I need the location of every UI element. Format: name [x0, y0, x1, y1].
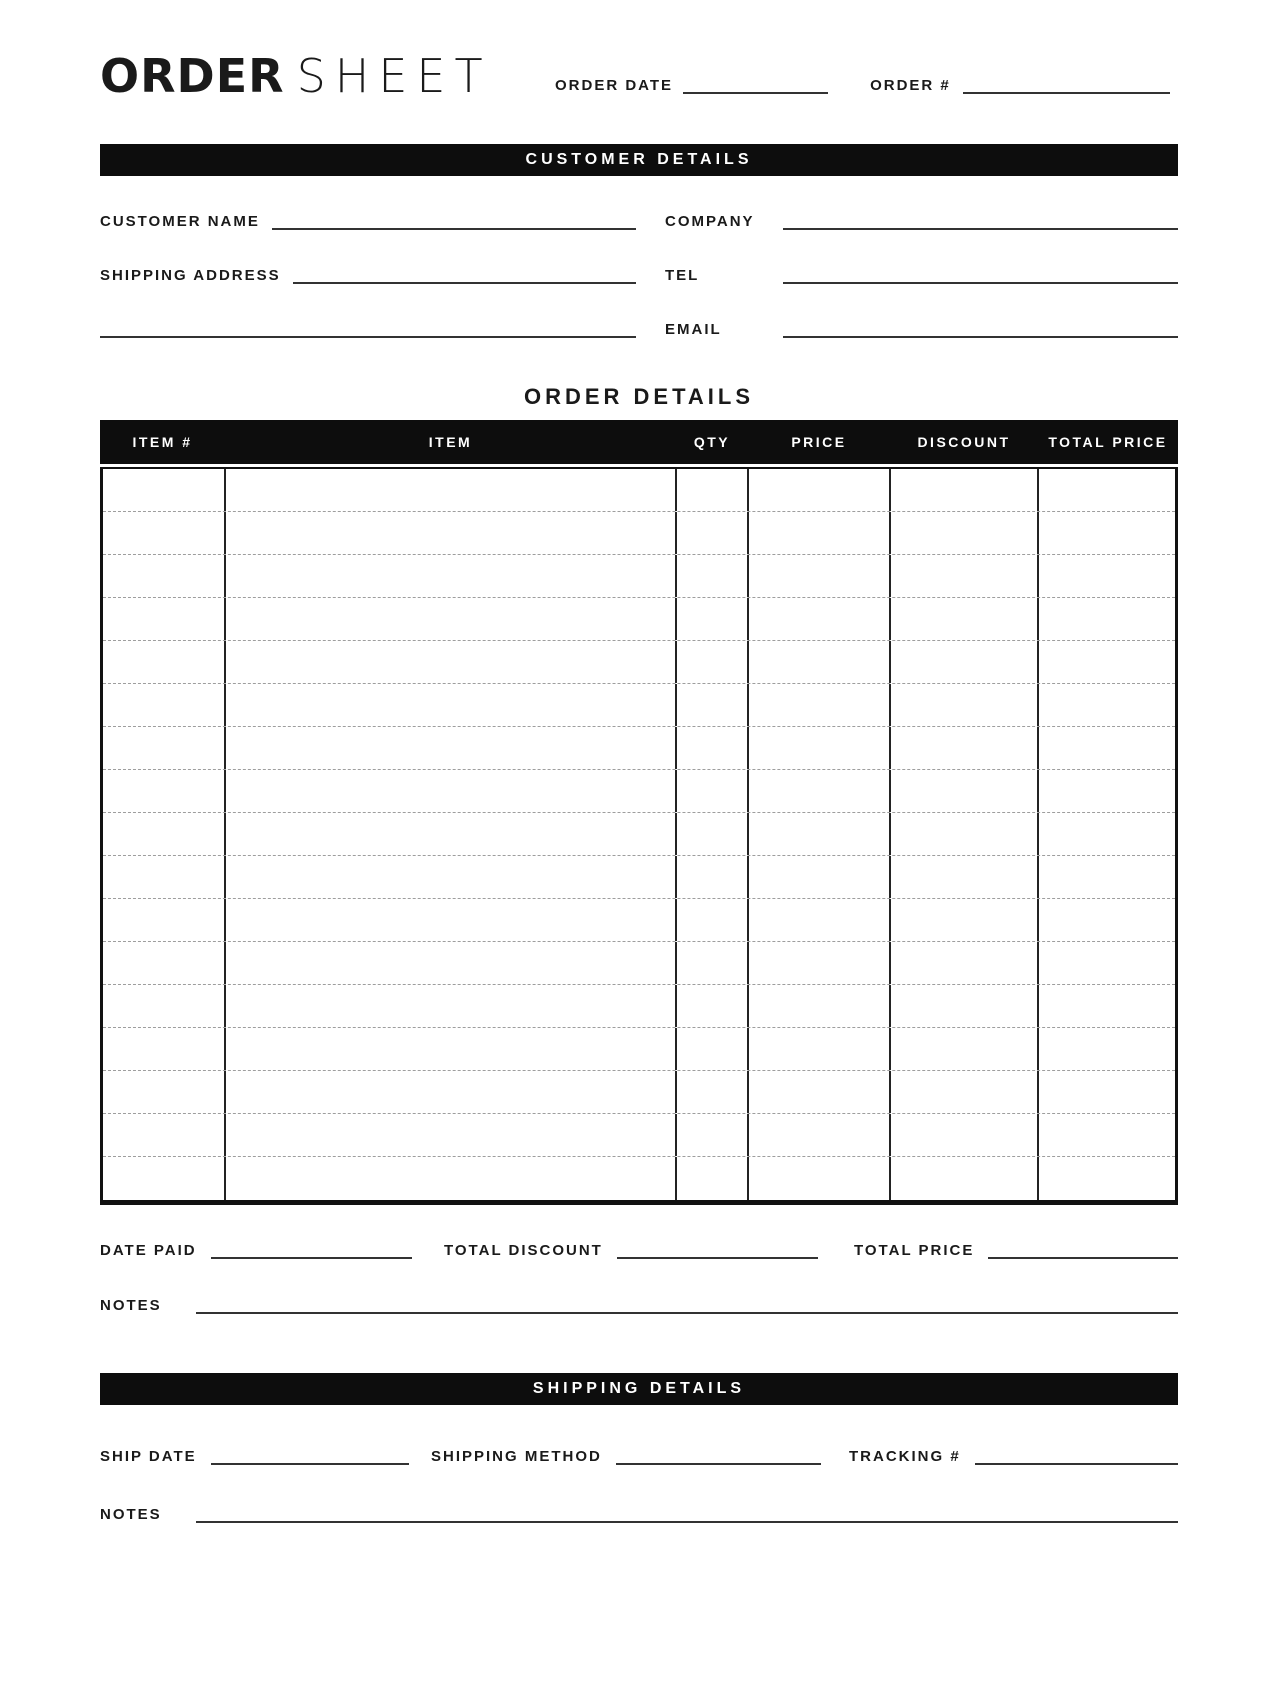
order-table-cell[interactable]	[1039, 1114, 1175, 1156]
order-table-row	[103, 684, 1175, 727]
order-table-cell[interactable]	[891, 727, 1039, 769]
order-table-row	[103, 1028, 1175, 1071]
order-table-row	[103, 1157, 1175, 1200]
order-table-cell[interactable]	[226, 985, 677, 1027]
order-table-body	[100, 467, 1178, 1205]
order-table-cell[interactable]	[1039, 813, 1175, 855]
order-table-cell[interactable]	[891, 770, 1039, 812]
order-table-cell[interactable]	[103, 985, 226, 1027]
order-notes-label: NOTES	[100, 1297, 162, 1314]
order-table-row	[103, 727, 1175, 770]
order-table-row	[103, 770, 1175, 813]
order-table-cell[interactable]	[891, 813, 1039, 855]
total-price-field[interactable]	[988, 1243, 1178, 1259]
order-table-cell[interactable]	[677, 1028, 749, 1070]
shipping-address-label: SHIPPING ADDRESS	[100, 267, 281, 284]
order-table-cell[interactable]	[103, 942, 226, 984]
shipping-method-group	[431, 1448, 821, 1465]
order-table-cell[interactable]	[891, 985, 1039, 1027]
order-table-cell[interactable]	[103, 856, 226, 898]
order-table-cell[interactable]	[677, 598, 749, 640]
shipping-notes-row	[100, 1501, 1178, 1523]
order-table-cell[interactable]	[677, 727, 749, 769]
order-number-label: ORDER #	[870, 77, 951, 94]
order-table-cell[interactable]	[1039, 469, 1175, 511]
order-table-cell[interactable]	[226, 1028, 677, 1070]
order-table-cell[interactable]	[1039, 641, 1175, 683]
shipping-address-field-line-2[interactable]	[100, 322, 636, 338]
order-table-cell[interactable]	[1039, 899, 1175, 941]
order-table-cell[interactable]	[103, 1114, 226, 1156]
shipping-address-field[interactable]	[293, 268, 636, 284]
order-table-cell[interactable]	[749, 813, 891, 855]
column-header-item-number: ITEM #	[132, 434, 193, 450]
customer-details-header	[100, 144, 1178, 176]
order-table-cell[interactable]	[749, 770, 891, 812]
order-date-field[interactable]	[683, 78, 828, 94]
order-table-cell[interactable]	[749, 942, 891, 984]
order-table-cell[interactable]	[749, 598, 891, 640]
order-table-cell[interactable]	[226, 512, 677, 554]
order-table-row	[103, 512, 1175, 555]
order-table-cell[interactable]	[749, 641, 891, 683]
order-table-cell[interactable]	[226, 727, 677, 769]
order-table-cell[interactable]	[103, 1071, 226, 1113]
tel-row	[665, 262, 1178, 284]
order-table-cell[interactable]	[677, 985, 749, 1027]
order-table-cell[interactable]	[103, 1157, 226, 1200]
order-table-cell[interactable]	[749, 555, 891, 597]
tracking-number-field[interactable]	[975, 1449, 1178, 1465]
company-field[interactable]	[783, 214, 1178, 230]
tel-field[interactable]	[783, 268, 1178, 284]
order-table-cell[interactable]	[103, 1028, 226, 1070]
column-header-discount: DISCOUNT	[917, 434, 1011, 450]
order-table-cell[interactable]	[1039, 684, 1175, 726]
order-table-cell[interactable]	[1039, 598, 1175, 640]
order-table-cell[interactable]	[891, 469, 1039, 511]
order-table-cell[interactable]	[226, 899, 677, 941]
order-date-group	[555, 77, 828, 94]
order-table-cell[interactable]	[891, 899, 1039, 941]
order-table-cell[interactable]	[103, 555, 226, 597]
order-table-cell[interactable]	[226, 942, 677, 984]
order-table-cell[interactable]	[226, 555, 677, 597]
column-header-item: ITEM	[428, 434, 473, 450]
order-table-cell[interactable]	[749, 469, 891, 511]
order-table-cell[interactable]	[103, 770, 226, 812]
order-table-cell[interactable]	[749, 985, 891, 1027]
order-table-cell[interactable]	[677, 899, 749, 941]
total-price-label: TOTAL PRICE	[854, 1242, 975, 1259]
order-table-cell[interactable]	[749, 684, 891, 726]
order-table-cell[interactable]	[1039, 1157, 1175, 1200]
shipping-details-header	[100, 1373, 1178, 1405]
order-table-cell[interactable]	[891, 1071, 1039, 1113]
email-field[interactable]	[783, 322, 1178, 338]
order-table-cell[interactable]	[1039, 856, 1175, 898]
order-table-cell[interactable]	[103, 684, 226, 726]
date-paid-field[interactable]	[211, 1243, 412, 1259]
order-table-cell[interactable]	[1039, 942, 1175, 984]
page-title-light: SHEET	[296, 49, 492, 103]
order-table-cell[interactable]	[677, 641, 749, 683]
date-paid-label: DATE PAID	[100, 1242, 197, 1259]
order-table-cell[interactable]	[226, 770, 677, 812]
shipping-method-field[interactable]	[616, 1449, 821, 1465]
order-table-row	[103, 942, 1175, 985]
shipping-fields-row	[100, 1443, 1178, 1465]
order-table-cell[interactable]	[677, 770, 749, 812]
order-table-cell[interactable]	[749, 1114, 891, 1156]
shipping-address-row	[100, 262, 636, 284]
order-table-cell[interactable]	[749, 899, 891, 941]
order-table-cell[interactable]	[677, 1157, 749, 1200]
company-label: COMPANY	[665, 213, 755, 230]
order-table-row	[103, 856, 1175, 899]
order-date-label: ORDER DATE	[555, 77, 674, 94]
order-table-cell[interactable]	[1039, 727, 1175, 769]
order-table-cell[interactable]	[677, 856, 749, 898]
order-table-cell[interactable]	[226, 1071, 677, 1113]
order-table-cell[interactable]	[891, 1028, 1039, 1070]
order-table-cell[interactable]	[1039, 1071, 1175, 1113]
order-table-cell[interactable]	[103, 469, 226, 511]
ship-date-group	[100, 1448, 409, 1465]
order-table-cell[interactable]	[1039, 555, 1175, 597]
customer-fields-right-column	[665, 176, 1178, 338]
page-title	[100, 49, 555, 103]
order-notes-field[interactable]	[196, 1298, 1178, 1314]
order-number-field[interactable]	[963, 78, 1170, 94]
order-table-row	[103, 598, 1175, 641]
column-header-qty: QTY	[693, 434, 731, 450]
order-table-cell[interactable]	[226, 684, 677, 726]
totals-row	[100, 1237, 1178, 1259]
order-table-cell[interactable]	[226, 1114, 677, 1156]
order-table-cell[interactable]	[891, 641, 1039, 683]
order-table-cell[interactable]	[103, 899, 226, 941]
order-table-cell[interactable]	[103, 641, 226, 683]
customer-name-row	[100, 208, 636, 230]
order-details-table	[100, 420, 1178, 1205]
order-table-row	[103, 641, 1175, 684]
total-discount-label: TOTAL DISCOUNT	[444, 1242, 603, 1259]
page-header	[100, 49, 1178, 103]
order-table-cell[interactable]	[749, 512, 891, 554]
total-discount-group	[444, 1242, 818, 1259]
order-table-cell[interactable]	[226, 598, 677, 640]
shipping-address-row-2	[100, 316, 636, 338]
column-header-price: PRICE	[791, 434, 847, 450]
order-table-cell[interactable]	[749, 1028, 891, 1070]
shipping-method-label: SHIPPING METHOD	[431, 1448, 602, 1465]
order-table-cell[interactable]	[677, 469, 749, 511]
order-table-cell[interactable]	[891, 598, 1039, 640]
tel-label: TEL	[665, 267, 700, 284]
order-table-row	[103, 469, 1175, 512]
order-table-cell[interactable]	[103, 727, 226, 769]
order-table-row	[103, 985, 1175, 1028]
shipping-notes-field[interactable]	[196, 1507, 1178, 1523]
order-table-cell[interactable]	[103, 813, 226, 855]
order-table-cell[interactable]	[749, 856, 891, 898]
ship-date-label: SHIP DATE	[100, 1448, 197, 1465]
order-table-cell[interactable]	[1039, 512, 1175, 554]
order-table-cell[interactable]	[891, 942, 1039, 984]
order-table-cell[interactable]	[1039, 770, 1175, 812]
order-table-cell[interactable]	[749, 1157, 891, 1200]
order-table-row	[103, 555, 1175, 598]
order-sheet-page	[100, 49, 1178, 1523]
order-table-cell[interactable]	[1039, 1028, 1175, 1070]
order-table-cell[interactable]	[677, 813, 749, 855]
customer-details-heading: CUSTOMER DETAILS	[525, 151, 753, 168]
order-table-cell[interactable]	[226, 641, 677, 683]
order-table-cell[interactable]	[226, 469, 677, 511]
total-discount-field[interactable]	[617, 1243, 818, 1259]
total-price-group	[854, 1242, 1178, 1259]
date-paid-group	[100, 1242, 412, 1259]
customer-details-fields	[100, 176, 1178, 338]
customer-fields-left-column	[100, 176, 636, 338]
order-table-cell[interactable]	[677, 684, 749, 726]
tracking-number-group	[849, 1448, 1178, 1465]
email-row	[665, 316, 1178, 338]
order-table-cell[interactable]	[891, 555, 1039, 597]
shipping-details-heading: SHIPPING DETAILS	[532, 1380, 746, 1397]
order-details-heading: ORDER DETAILS	[523, 384, 755, 409]
order-table-cell[interactable]	[226, 1157, 677, 1200]
shipping-notes-label: NOTES	[100, 1506, 162, 1523]
order-table-cell[interactable]	[891, 1114, 1039, 1156]
order-table-cell[interactable]	[891, 684, 1039, 726]
customer-name-label: CUSTOMER NAME	[100, 213, 260, 230]
email-label: EMAIL	[665, 321, 722, 338]
order-table-cell[interactable]	[677, 942, 749, 984]
order-table-header	[100, 420, 1178, 464]
order-table-row	[103, 1114, 1175, 1157]
order-table-cell[interactable]	[891, 1157, 1039, 1200]
order-table-cell[interactable]	[677, 555, 749, 597]
order-table-cell[interactable]	[103, 598, 226, 640]
order-table-row	[103, 1071, 1175, 1114]
ship-date-field[interactable]	[211, 1449, 409, 1465]
order-table-cell[interactable]	[677, 512, 749, 554]
column-header-total-price: TOTAL PRICE	[1048, 434, 1168, 450]
order-notes-row	[100, 1292, 1178, 1314]
order-table-cell[interactable]	[891, 856, 1039, 898]
company-row	[665, 208, 1178, 230]
order-table-row	[103, 813, 1175, 856]
order-table-cell[interactable]	[677, 1071, 749, 1113]
page-title-bold: ORDER	[100, 49, 285, 103]
order-table-cell[interactable]	[749, 1071, 891, 1113]
tracking-number-label: TRACKING #	[849, 1448, 961, 1465]
order-table-cell[interactable]	[891, 512, 1039, 554]
order-number-group	[870, 77, 1170, 94]
order-table-cell[interactable]	[226, 813, 677, 855]
order-table-cell[interactable]	[103, 512, 226, 554]
order-table-cell[interactable]	[226, 856, 677, 898]
order-table-cell[interactable]	[677, 1114, 749, 1156]
order-table-row	[103, 899, 1175, 942]
order-table-cell[interactable]	[749, 727, 891, 769]
customer-name-field[interactable]	[272, 214, 636, 230]
order-table-cell[interactable]	[1039, 985, 1175, 1027]
